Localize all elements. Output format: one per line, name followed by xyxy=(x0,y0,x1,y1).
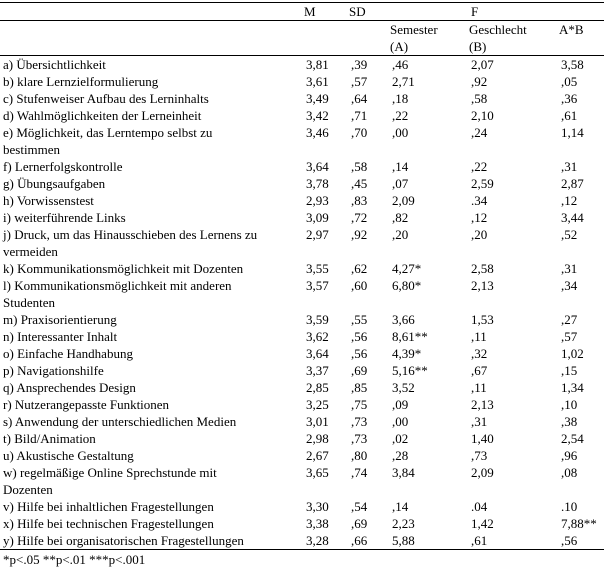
row-item-label: h) Vorwissenstest xyxy=(3,193,94,208)
row-m-value: 3,30 xyxy=(306,499,329,514)
row-item-label: w) regelmäßige Online Sprechstunde mit Dozenten xyxy=(3,465,217,497)
row-m-value: 3,09 xyxy=(306,210,329,225)
header-f: F xyxy=(390,3,604,21)
row-sd-value: ,75 xyxy=(351,397,368,412)
table-row xyxy=(0,175,604,192)
row-geschlecht-value: ,24 xyxy=(471,125,488,140)
row-ab-value: 1,02 xyxy=(561,346,584,361)
row-m-value: 3,55 xyxy=(306,261,329,276)
row-sd-value: ,55 xyxy=(351,312,368,327)
row-geschlecht-value: ,20 xyxy=(471,227,488,242)
table-row xyxy=(0,464,604,498)
row-semester-value: ,82 xyxy=(392,210,409,225)
row-geschlecht-value: 2,13 xyxy=(471,397,494,412)
row-m-value: 3,61 xyxy=(306,74,329,89)
row-ab-value: ,34 xyxy=(561,278,578,293)
row-ab-value: ,61 xyxy=(561,108,578,123)
row-sd-value: ,71 xyxy=(351,108,368,123)
header-m: M xyxy=(304,3,349,21)
row-sd-value: ,60 xyxy=(351,278,368,293)
row-ab-value: 3,44 xyxy=(561,210,584,225)
row-item-label: f) Lernerfolgskontrolle xyxy=(3,159,123,174)
table-row xyxy=(0,56,604,74)
header-sd: SD xyxy=(349,3,390,21)
row-ab-value: 2,87 xyxy=(561,176,584,191)
row-item-label: j) Druck, um das Hinausschieben des Lernens zu vermeiden xyxy=(3,227,258,259)
row-m-value: 2,98 xyxy=(306,431,329,446)
header-semester: Semester (A) xyxy=(390,21,469,56)
table-row xyxy=(0,90,604,107)
row-geschlecht-value: ,12 xyxy=(471,210,488,225)
row-m-value: 3,59 xyxy=(306,312,329,327)
row-geschlecht-value: 2,13 xyxy=(471,278,494,293)
row-ab-value: 1,34 xyxy=(561,380,584,395)
row-semester-value: ,20 xyxy=(392,227,409,242)
header-ab: A*B xyxy=(559,21,604,56)
table-row xyxy=(0,532,604,550)
row-sd-value: ,69 xyxy=(351,363,368,378)
row-ab-value: ,08 xyxy=(561,465,578,480)
table-row xyxy=(0,345,604,362)
row-m-value: 2,93 xyxy=(306,193,329,208)
row-m-value: 2,97 xyxy=(306,227,329,242)
row-geschlecht-value: 2,10 xyxy=(471,108,494,123)
row-ab-value: ,12 xyxy=(561,193,578,208)
row-ab-value: ,96 xyxy=(561,448,578,463)
table-row xyxy=(0,379,604,396)
table-row xyxy=(0,226,604,260)
table-row xyxy=(0,413,604,430)
table-row xyxy=(0,430,604,447)
row-geschlecht-value: 2,07 xyxy=(471,57,494,72)
row-m-value: 2,85 xyxy=(306,380,329,395)
row-ab-value: ,27 xyxy=(561,312,578,327)
row-m-value: 3,57 xyxy=(306,278,329,293)
row-ab-value: ,56 xyxy=(559,532,604,550)
row-item-label: s) Anwendung der unterschiedlichen Medien xyxy=(3,414,237,429)
row-m-value: 3,46 xyxy=(306,125,329,140)
row-sd-value: ,57 xyxy=(351,74,368,89)
row-m-value: 3,64 xyxy=(306,159,329,174)
row-m-value: 2,67 xyxy=(306,448,329,463)
row-sd-value: ,64 xyxy=(351,91,368,106)
row-m-value: 3,28 xyxy=(304,532,349,550)
row-sd-value: ,70 xyxy=(351,125,368,140)
table-row xyxy=(0,447,604,464)
row-m-value: 3,62 xyxy=(306,329,329,344)
row-sd-value: ,73 xyxy=(351,431,368,446)
header-row xyxy=(0,3,604,21)
table-row xyxy=(0,515,604,532)
row-sd-value: ,92 xyxy=(351,227,368,242)
row-sd-value: ,66 xyxy=(349,532,390,550)
row-semester-value: 3,84 xyxy=(392,465,415,480)
table-row xyxy=(0,498,604,515)
row-item-label: b) klare Lernzielformulierung xyxy=(3,74,159,89)
row-ab-value: 2,54 xyxy=(561,431,584,446)
row-m-value: 3,64 xyxy=(306,346,329,361)
row-geschlecht-value: ,67 xyxy=(471,363,488,378)
table-row xyxy=(0,73,604,90)
row-semester-value: ,00 xyxy=(392,125,409,140)
table-row xyxy=(0,328,604,345)
row-geschlecht-value: .34 xyxy=(471,193,488,208)
row-m-value: 3,42 xyxy=(306,108,329,123)
row-ab-value: ,15 xyxy=(561,363,578,378)
row-ab-value: ,31 xyxy=(561,159,578,174)
row-geschlecht-value: 2,09 xyxy=(471,465,494,480)
footnote: *p<.05 **p<.01 ***p<.001 xyxy=(3,552,146,567)
row-semester-value: 5,16** xyxy=(392,363,428,378)
row-item-label: k) Kommunikationsmöglichkeit mit Dozenten xyxy=(3,261,244,276)
row-item-label: p) Navigationshilfe xyxy=(3,363,104,378)
row-geschlecht-value: .04 xyxy=(471,499,488,514)
row-sd-value: ,69 xyxy=(351,516,368,531)
row-ab-value: ,36 xyxy=(561,91,578,106)
row-geschlecht-value: 1,40 xyxy=(471,431,494,446)
subheader-blank-sd xyxy=(349,21,390,56)
table-row xyxy=(0,396,604,413)
row-sd-value: ,74 xyxy=(351,465,368,480)
row-m-value: 3,01 xyxy=(306,414,329,429)
row-sd-value: ,39 xyxy=(351,57,368,72)
table-body xyxy=(0,56,604,550)
row-m-value: 3,38 xyxy=(306,516,329,531)
row-item-label: l) Kommunikationsmöglichkeit mit anderen Studenten xyxy=(3,278,232,310)
row-item-label: e) Möglichkeit, das Lerntempo selbst zu bestimmen xyxy=(3,125,213,157)
table-row xyxy=(0,107,604,124)
row-geschlecht-value: ,11 xyxy=(471,380,487,395)
row-semester-value: 2,09 xyxy=(392,193,415,208)
row-item-label: q) Ansprechendes Design xyxy=(3,380,136,395)
row-item-label: a) Übersichtlichkeit xyxy=(3,57,106,72)
row-semester-value: ,46 xyxy=(392,57,409,72)
row-ab-value: ,05 xyxy=(561,74,578,89)
row-geschlecht-value: 1,53 xyxy=(471,312,494,327)
row-item-label: n) Interessanter Inhalt xyxy=(3,329,118,344)
row-item-label: u) Akustische Gestaltung xyxy=(3,448,134,463)
row-geschlecht-value: ,61 xyxy=(469,532,559,550)
row-sd-value: ,72 xyxy=(351,210,368,225)
table-row xyxy=(0,158,604,175)
row-ab-value: 7,88** xyxy=(561,516,597,531)
row-geschlecht-value: ,31 xyxy=(471,414,488,429)
row-semester-value: 6,80* xyxy=(392,278,422,293)
row-geschlecht-value: 2,58 xyxy=(471,261,494,276)
row-item-label: v) Hilfe bei inhaltlichen Fragestellungen xyxy=(3,499,214,514)
row-sd-value: ,85 xyxy=(351,380,368,395)
row-semester-value: 2,23 xyxy=(392,516,415,531)
row-m-value: 3,78 xyxy=(306,176,329,191)
row-sd-value: ,56 xyxy=(351,329,368,344)
row-geschlecht-value: ,92 xyxy=(471,74,488,89)
header-geschlecht: Geschlecht (B) xyxy=(469,21,559,56)
row-semester-value: ,14 xyxy=(392,499,409,514)
row-item-label: g) Übungsaufgaben xyxy=(3,176,106,191)
row-sd-value: ,56 xyxy=(351,346,368,361)
row-sd-value: ,54 xyxy=(351,499,368,514)
row-semester-value: ,28 xyxy=(392,448,409,463)
row-item-label: r) Nutzerangepasste Funktionen xyxy=(3,397,170,412)
row-sd-value: ,58 xyxy=(351,159,368,174)
row-ab-value: 1,14 xyxy=(561,125,584,140)
row-ab-value: ,10 xyxy=(561,397,578,412)
row-sd-value: ,62 xyxy=(351,261,368,276)
row-ab-value: ,31 xyxy=(561,261,578,276)
row-m-value: 3,65 xyxy=(306,465,329,480)
table-row xyxy=(0,277,604,311)
row-sd-value: ,80 xyxy=(351,448,368,463)
row-ab-value: .10 xyxy=(561,499,578,514)
row-geschlecht-value: ,73 xyxy=(471,448,488,463)
row-item-label: x) Hilfe bei technischen Fragestellungen xyxy=(3,516,214,531)
row-ab-value: ,57 xyxy=(561,329,578,344)
row-geschlecht-value: ,22 xyxy=(471,159,488,174)
row-item-label: d) Wahlmöglichkeiten der Lerneinheit xyxy=(3,108,202,123)
row-semester-value: 4,27* xyxy=(392,261,422,276)
row-semester-value: 5,88 xyxy=(390,532,469,550)
row-m-value: 3,49 xyxy=(306,91,329,106)
row-semester-value: ,09 xyxy=(392,397,409,412)
row-m-value: 3,81 xyxy=(306,57,329,72)
row-geschlecht-value: 1,42 xyxy=(471,516,494,531)
row-semester-value: 2,71 xyxy=(392,74,415,89)
table-row xyxy=(0,209,604,226)
subheader-row xyxy=(0,21,604,56)
table-row xyxy=(0,311,604,328)
row-semester-value: ,00 xyxy=(392,414,409,429)
header-item-blank xyxy=(0,3,304,21)
row-semester-value: ,14 xyxy=(392,159,409,174)
row-ab-value: ,52 xyxy=(561,227,578,242)
subheader-blank-item xyxy=(0,21,304,56)
row-item-label: c) Stufenweiser Aufbau des Lerninhalts xyxy=(3,91,209,106)
row-item-label: o) Einfache Handhabung xyxy=(3,346,133,361)
row-geschlecht-value: ,58 xyxy=(471,91,488,106)
row-sd-value: ,83 xyxy=(351,193,368,208)
subheader-blank-m xyxy=(304,21,349,56)
row-item-label: i) weiterführende Links xyxy=(3,210,126,225)
row-semester-value: ,22 xyxy=(392,108,409,123)
row-item-label: y) Hilfe bei organisatorischen Fragestellungen xyxy=(0,532,304,550)
row-semester-value: 3,66 xyxy=(392,312,415,327)
row-semester-value: 4,39* xyxy=(392,346,422,361)
row-semester-value: ,02 xyxy=(392,431,409,446)
row-ab-value: ,38 xyxy=(561,414,578,429)
results-table xyxy=(0,2,604,550)
row-geschlecht-value: 2,59 xyxy=(471,176,494,191)
row-semester-value: 8,61** xyxy=(392,329,428,344)
row-item-label: t) Bild/Animation xyxy=(3,431,96,446)
row-semester-value: ,18 xyxy=(392,91,409,106)
row-m-value: 3,37 xyxy=(306,363,329,378)
row-m-value: 3,25 xyxy=(306,397,329,412)
table-row xyxy=(0,192,604,209)
row-geschlecht-value: ,11 xyxy=(471,329,487,344)
table-row xyxy=(0,260,604,277)
row-sd-value: ,73 xyxy=(351,414,368,429)
row-item-label: m) Praxisorientierung xyxy=(3,312,117,327)
row-geschlecht-value: ,32 xyxy=(471,346,488,361)
row-semester-value: ,07 xyxy=(392,176,409,191)
table-row xyxy=(0,362,604,379)
row-semester-value: 3,52 xyxy=(392,380,415,395)
row-sd-value: ,45 xyxy=(351,176,368,191)
table-row xyxy=(0,124,604,158)
row-ab-value: 3,58 xyxy=(561,57,584,72)
